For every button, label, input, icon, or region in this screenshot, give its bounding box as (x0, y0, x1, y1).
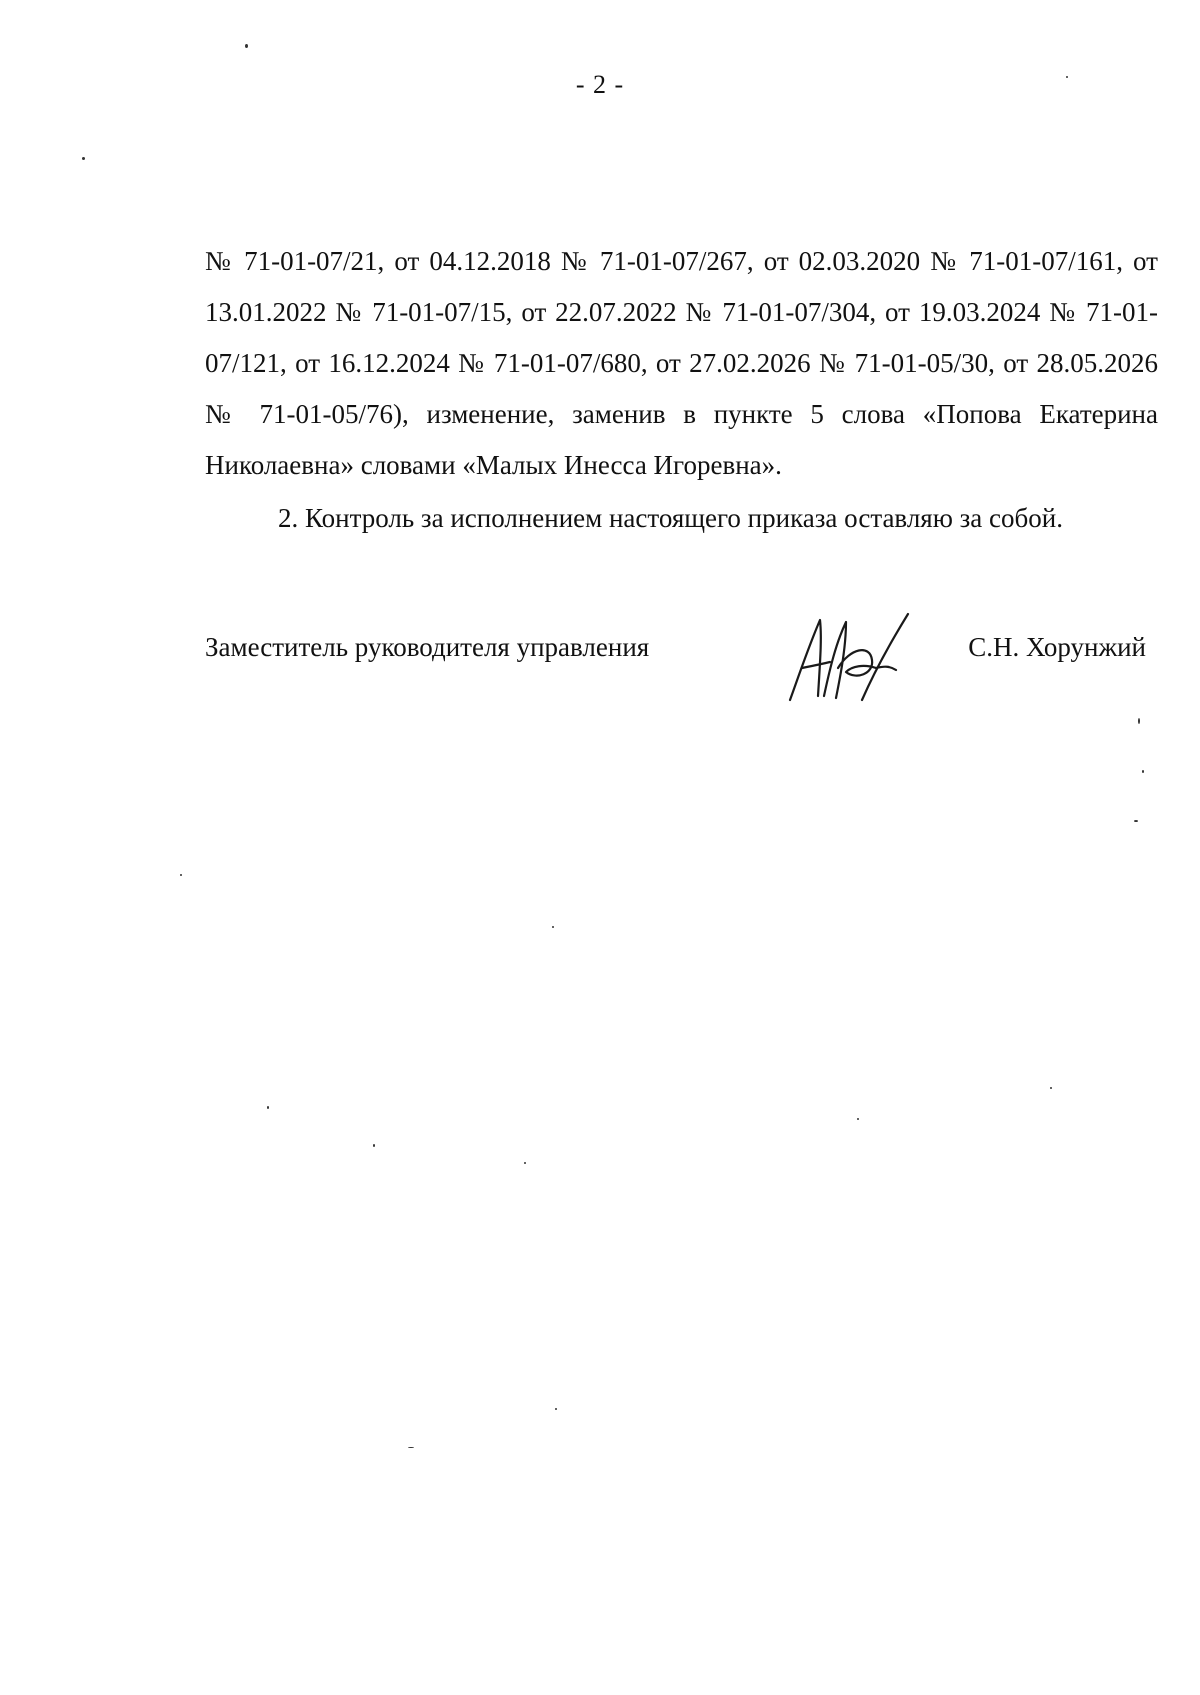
scan-speck (552, 926, 554, 928)
scan-speck (1142, 770, 1144, 773)
signature-block (205, 630, 1158, 710)
scan-speck (373, 1144, 375, 1147)
scan-speck (267, 1106, 269, 1109)
document-body (205, 236, 1158, 544)
scan-speck (1134, 820, 1138, 822)
scan-speck (1066, 76, 1068, 78)
control-paragraph: 2. Контроль за исполнением настоящего приказа оставляю за собой. (278, 503, 1063, 533)
scan-speck (1138, 718, 1140, 724)
signatory-name: С.Н. Хорунжий (968, 632, 1146, 662)
scan-speck (555, 1408, 557, 1410)
scan-speck (245, 44, 248, 48)
scan-speck (180, 874, 182, 876)
handwritten-signature-icon (780, 608, 920, 708)
page-number: - 2 - (575, 70, 625, 99)
scan-speck (1050, 1087, 1052, 1089)
signatory-position: Заместитель руководителя управления (205, 632, 650, 662)
scan-speck (408, 1447, 414, 1448)
scan-speck (524, 1162, 526, 1164)
amendment-paragraph: № 71-01-07/21, от 04.12.2018 № 71-01-07/267, от 02.03.2020 № 71-01-07/161, от 13.01.2022 № 71-01-07/15, от 22.07.2022 № 71-01-07/304, от 19.03.2024 № 71-01-07/121, от 16.12.2024 № 71-01-07/680, от 27.02.2026 № 71-01-05/30, от 28.05.2026 № 71-01-05/76), изменение, заменив в пункте 5 слова «Попова Екатерина Николаевна» словами «Малых Инесса Игоревна». (205, 246, 1158, 480)
scan-speck (857, 1118, 859, 1120)
scan-speck (82, 157, 85, 160)
